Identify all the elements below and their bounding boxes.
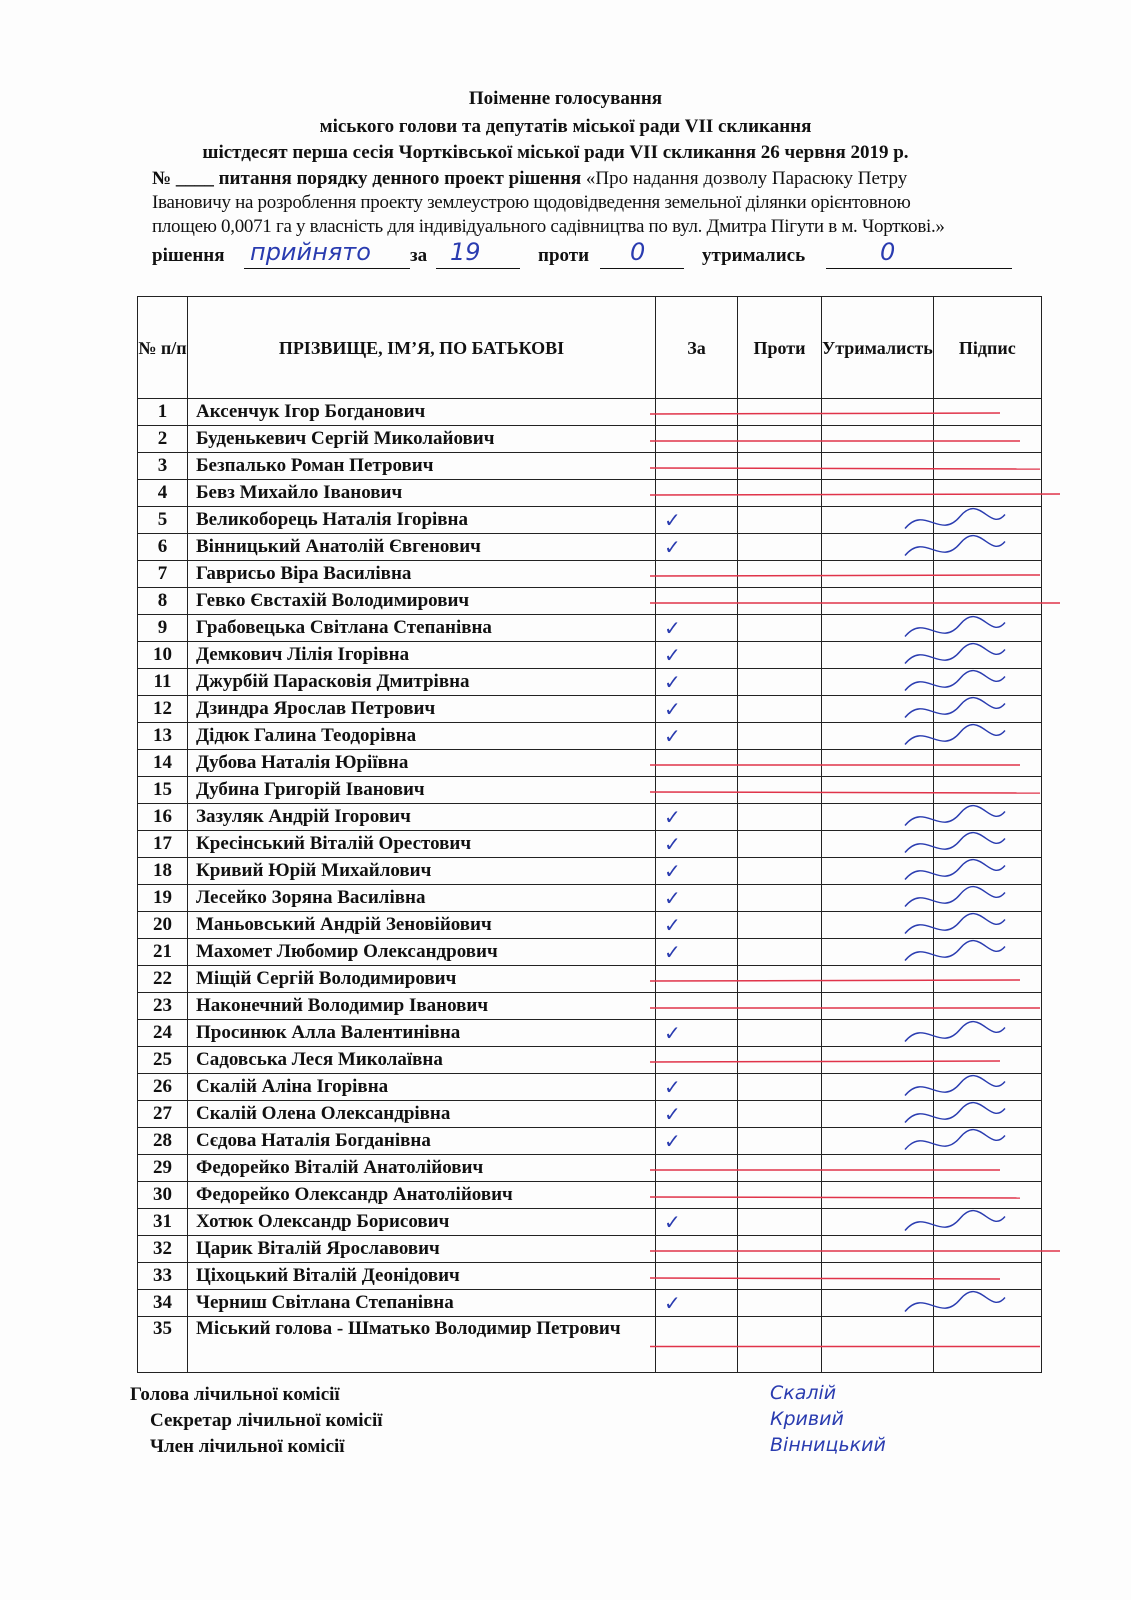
row-number: 22 [138, 966, 188, 993]
col-against: Проти [738, 297, 822, 399]
decision-label: рішення [152, 245, 225, 266]
signature-scribble [905, 887, 1005, 907]
against-label: проти [538, 245, 590, 266]
doc-title: Поіменне голосування [468, 88, 663, 109]
signature-scribble [905, 1211, 1005, 1231]
row-name: Буденькевич Сергій Миколайович [188, 426, 656, 453]
row-number: 2 [138, 426, 188, 453]
agenda-prefix: № ____ питання порядку денного проект рішення [152, 168, 582, 189]
row-name: Кресінський Віталій Орестович [188, 831, 656, 858]
row-name: Гаврисьо Віра Василівна [188, 561, 656, 588]
row-number: 12 [138, 696, 188, 723]
sig-member: Вінницький [770, 1434, 886, 1456]
decision-value: прийнято [250, 238, 371, 266]
row-number: 23 [138, 993, 188, 1020]
row-vote-for: ✓ [656, 858, 738, 885]
col-abstain: Утрималисть [822, 297, 934, 399]
row-number: 17 [138, 831, 188, 858]
row-number: 27 [138, 1101, 188, 1128]
absent-strike-line [650, 413, 1000, 414]
row-vote-for: ✓ [656, 1209, 738, 1236]
row-name: Вінницький Анатолій Євгенович [188, 534, 656, 561]
absent-strike-line [650, 468, 1040, 469]
row-name: Грабовецька Світлана Степанівна [188, 615, 656, 642]
row-vote-for: ✓ [656, 669, 738, 696]
row-number: 8 [138, 588, 188, 615]
row-name: Безпалько Роман Петрович [188, 453, 656, 480]
row-name: Просинюк Алла Валентинівна [188, 1020, 656, 1047]
row-name: Махомет Любомир Олександрович [188, 939, 656, 966]
row-name: Садовська Леся Миколаївна [188, 1047, 656, 1074]
signature-scribble [905, 941, 1005, 961]
doc-subtitle: міського голови та депутатів міської ради VII скликання [319, 116, 812, 137]
absent-strike-line [650, 494, 1060, 495]
row-number: 7 [138, 561, 188, 588]
signature-scribble [905, 509, 1005, 529]
row-number: 1 [138, 399, 188, 426]
row-name: Аксенчук Ігор Богданович [188, 399, 656, 426]
row-name: Ціхоцький Віталій Деонідович [188, 1263, 656, 1290]
row-vote-for: ✓ [656, 696, 738, 723]
row-number: 32 [138, 1236, 188, 1263]
row-number: 9 [138, 615, 188, 642]
row-vote-for: ✓ [656, 615, 738, 642]
row-vote-for: ✓ [656, 1074, 738, 1101]
row-vote-for: ✓ [656, 1101, 738, 1128]
row-number: 34 [138, 1290, 188, 1317]
row-number: 30 [138, 1182, 188, 1209]
row-vote-for: ✓ [656, 507, 738, 534]
sig-secretary: Кривий [770, 1408, 844, 1430]
session-line: шістдесят перша сесія Чортківської міської ради VII скликання 26 червня 2019 р. [202, 142, 909, 163]
row-vote-for: ✓ [656, 1020, 738, 1047]
row-vote-for: ✓ [656, 912, 738, 939]
row-number: 33 [138, 1263, 188, 1290]
row-name: Наконечний Володимир Іванович [188, 993, 656, 1020]
agenda-line-2: Івановичу на розроблення проекту землеустрою щодовідведення земельної ділянки орієнтовною [152, 192, 911, 213]
row-number: 29 [138, 1155, 188, 1182]
row-number: 35 [138, 1317, 188, 1373]
col-name: ПРІЗВИЩЕ, ІМ’Я, ПО БАТЬКОВІ [188, 297, 656, 399]
signature-scribble [905, 671, 1005, 691]
abstain-label: утримались [702, 245, 806, 266]
row-number: 31 [138, 1209, 188, 1236]
signature-scribble [905, 644, 1005, 664]
row-name: Скалій Аліна Ігорівна [188, 1074, 656, 1101]
row-name: Дубова Наталія Юріївна [188, 750, 656, 777]
row-number: 15 [138, 777, 188, 804]
row-name: Гевко Євстахій Володимирович [188, 588, 656, 615]
row-name: Бевз Михайло Іванович [188, 480, 656, 507]
col-number: № п/п [138, 297, 188, 399]
row-name: Дубина Григорій Іванович [188, 777, 656, 804]
against-value: 0 [630, 238, 646, 266]
row-vote-for: ✓ [656, 534, 738, 561]
absent-strike-line [650, 980, 1020, 981]
row-number: 13 [138, 723, 188, 750]
row-number: 16 [138, 804, 188, 831]
row-name: Маньовський Андрій Зеновійович [188, 912, 656, 939]
row-number: 3 [138, 453, 188, 480]
row-vote-for: ✓ [656, 1290, 738, 1317]
row-number: 28 [138, 1128, 188, 1155]
chair-label: Голова лічильної комісії [130, 1384, 340, 1405]
for-label: за [410, 245, 428, 266]
row-name: Джурбій Парасковія Дмитрівна [188, 669, 656, 696]
secretary-label: Секретар лічильної комісії [150, 1410, 383, 1431]
commission-signatures [770, 1380, 886, 1458]
member-label: Член лічильної комісії [150, 1436, 345, 1457]
signature-scribble [905, 1103, 1005, 1123]
row-vote-for: ✓ [656, 642, 738, 669]
row-number: 18 [138, 858, 188, 885]
signature-scribble [905, 617, 1005, 637]
agenda-text-start: «Про надання дозволу Парасюку Петру [585, 168, 908, 189]
signature-scribble [905, 725, 1005, 745]
row-name: Царик Віталій Ярославович [188, 1236, 656, 1263]
col-signature: Підпис [933, 297, 1041, 399]
row-number: 6 [138, 534, 188, 561]
row-number: 26 [138, 1074, 188, 1101]
row-number: 25 [138, 1047, 188, 1074]
row-name: Дзиндра Ярослав Петрович [188, 696, 656, 723]
row-name: Міщій Сергій Володимирович [188, 966, 656, 993]
row-name: Хотюк Олександр Борисович [188, 1209, 656, 1236]
signature-scribble [905, 806, 1005, 826]
row-vote-for: ✓ [656, 831, 738, 858]
row-name: Зазуляк Андрій Ігорович [188, 804, 656, 831]
row-vote-for: ✓ [656, 885, 738, 912]
row-number: 21 [138, 939, 188, 966]
signature-scribble [905, 536, 1005, 556]
absent-strike-line [650, 1061, 1000, 1062]
row-vote-for: ✓ [656, 723, 738, 750]
signature-scribble [905, 914, 1005, 934]
row-number: 10 [138, 642, 188, 669]
signature-scribble [905, 1292, 1005, 1312]
row-name: Кривий Юрій Михайлович [188, 858, 656, 885]
absent-strike-line [650, 792, 1040, 793]
absent-strike-line [650, 1278, 1000, 1279]
row-vote-for: ✓ [656, 804, 738, 831]
row-number: 24 [138, 1020, 188, 1047]
col-for: За [656, 297, 738, 399]
signature-scribble [905, 860, 1005, 880]
agenda-line-3: площею 0,0071 га у власність для індивідуального садівництва по вул. Дмитра Пігути в м. Чорткові.» [152, 216, 945, 237]
absent-strike-line [650, 1197, 1020, 1198]
row-name: Скалій Олена Олександрівна [188, 1101, 656, 1128]
row-number: 20 [138, 912, 188, 939]
signature-scribble [905, 1130, 1005, 1150]
for-value: 19 [450, 238, 481, 266]
row-number: 14 [138, 750, 188, 777]
row-name: Черниш Світлана Степанівна [188, 1290, 656, 1317]
row-name: Лесейко Зоряна Василівна [188, 885, 656, 912]
row-number: 11 [138, 669, 188, 696]
abstain-value: 0 [880, 238, 896, 266]
sig-chair: Скалій [770, 1382, 837, 1404]
row-vote-for: ✓ [656, 1128, 738, 1155]
row-number: 5 [138, 507, 188, 534]
row-name: Федорейко Олександр Анатолійович [188, 1182, 656, 1209]
signature-scribble [905, 1076, 1005, 1096]
row-name: Міський голова - Шматько Володимир Петрович [188, 1317, 656, 1373]
absent-strike-line [650, 575, 1040, 576]
signature-scribble [905, 698, 1005, 718]
row-number: 19 [138, 885, 188, 912]
row-name: Федорейко Віталій Анатолійович [188, 1155, 656, 1182]
row-name: Демкович Лілія Ігорівна [188, 642, 656, 669]
row-number: 4 [138, 480, 188, 507]
row-vote-for: ✓ [656, 939, 738, 966]
row-name: Дідюк Галина Теодорівна [188, 723, 656, 750]
signature-scribble [905, 833, 1005, 853]
row-name: Великоборець Наталія Ігорівна [188, 507, 656, 534]
signature-scribble [905, 1022, 1005, 1042]
row-name: Сєдова Наталія Богданівна [188, 1128, 656, 1155]
